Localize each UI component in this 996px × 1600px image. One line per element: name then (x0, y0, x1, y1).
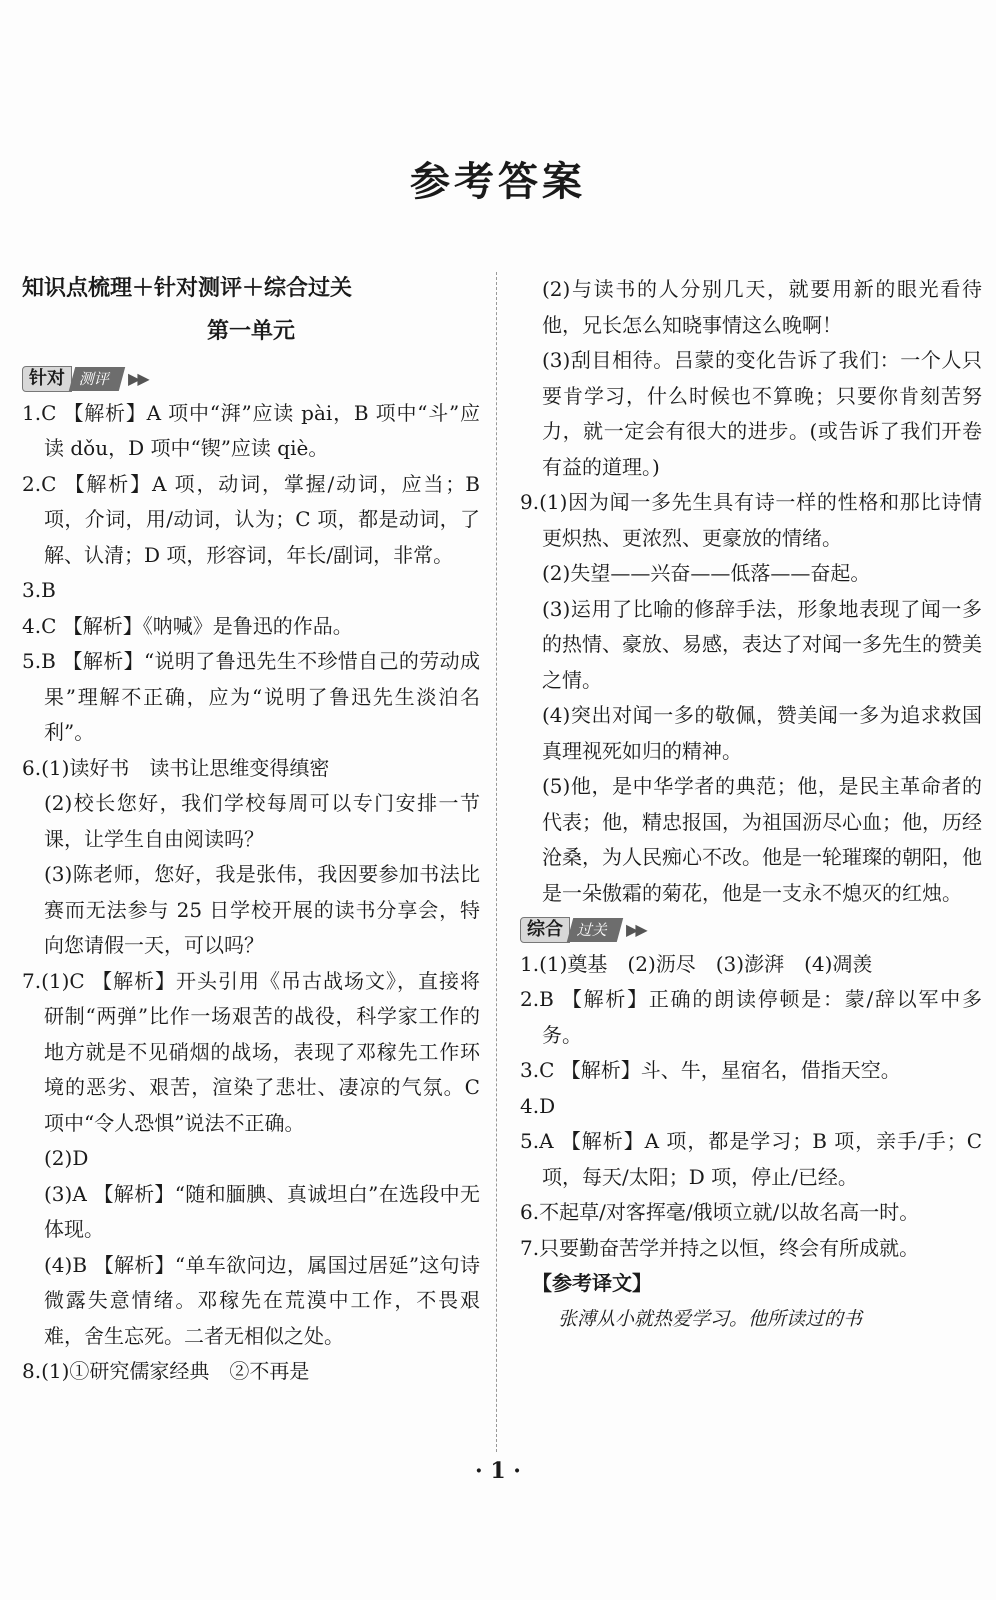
answer-1: 1.C 【解析】A 项中“湃”应读 pài，B 项中“斗”应读 dǒu，D 项中“锲”应读 qiè。 (22, 400, 480, 460)
arrow-icon: ▶▶ (128, 369, 147, 389)
answer-4: 4.C 【解析】《呐喊》是鲁迅的作品。 (22, 613, 353, 638)
section-heading: 知识点梳理＋针对测评＋综合过关 (22, 276, 353, 301)
answer-7-2: (2)D (44, 1146, 89, 1170)
answer-6-3: (3)陈老师，您好，我是张伟，我因要参加书法比赛而无法参与 25 日学校开展的读书分享会，特向您请假一天，可以吗？ (44, 862, 480, 957)
reference-translation-text: 张溥从小就热爱学习。他所读过的书 (558, 1307, 863, 1330)
review-answer-3: 3.C 【解析】斗、牛，星宿名，借指天空。 (520, 1058, 901, 1082)
answer-9-5: (5)他，是中华学者的典范；他，是民主革命者的代表；他，精忠报国，为祖国沥尽心血；他，历经沧桑，为人民痴心不改。他是一轮璀璨的朝阳，他是一朵傲霜的菊花，他是一支永不熄灭的红烛。 (542, 774, 982, 905)
answer-9-3: (3)运用了比喻的修辞手法，形象地表现了闻一多的热情、豪放、易感，表达了对闻一多先生的赞美之情。 (542, 596, 982, 692)
column-divider (496, 272, 497, 1452)
answer-6-2: (2)校长您好，我们学校每周可以专门安排一节课，让学生自由阅读吗？ (44, 791, 480, 851)
answer-7-1: 7.(1)C 【解析】开头引用《吊古战场文》，直接将研制“两弹”比作一场艰苦的战役，科学家工作的地方就是不见硝烟的战场，表现了邓稼先工作环境的恶劣、艰苦，渲染了悲壮、凄凉的气氛。C 项中“令人恐惧”说法不正确。 (22, 968, 480, 1135)
answer-3: 3.B (22, 578, 56, 602)
answer-7-4: (4)B 【解析】“单车欲问边，属国过居延”这句诗微露失意情绪。邓稼先在荒漠中工作，不畏艰难，舍生忘死。二者无相似之处。 (44, 1252, 480, 1348)
left-column (22, 272, 480, 1390)
badge-main: 综合 (520, 917, 570, 943)
badge-sub: 过关 (567, 918, 623, 942)
review-answer-7: 7.只要勤奋苦学并持之以恒，终会有所成就。 (520, 1235, 920, 1260)
unit-title: 第一单元 (206, 318, 295, 344)
targeted-assessment-badge (22, 366, 147, 392)
answer-9-4: (4)突出对闻一多的敬佩，赞美闻一多为追求救国真理视死如归的精神。 (542, 703, 982, 763)
comprehensive-review-badge (520, 917, 645, 943)
answer-9-2: (2)失望——兴奋——低落——奋起。 (542, 561, 871, 585)
answer-2: 2.C 【解析】A 项，动词，掌握/动词，应当；B 项，介词，用/动词，认为；C 项，都是动词，了解、认清；D 项，形容词，年长/副词，非常。 (22, 471, 480, 567)
answer-7-3: (3)A 【解析】“随和腼腆、真诚坦白”在选段中无体现。 (44, 1181, 480, 1241)
answer-8-1: 8.(1)①研究儒家经典 ②不再是 (22, 1359, 310, 1383)
answer-8-2: (2)与读书的人分别几天，就要用新的眼光看待他，兄长怎么知晓事情这么晚啊！ (542, 277, 982, 337)
answer-6-1: 6.(1)读好书 读书让思维变得缜密 (22, 755, 330, 780)
page-title: 参考答案 (410, 159, 586, 205)
review-answer-2: 2.B 【解析】正确的朗读停顿是：蒙/辞以军中多务。 (520, 987, 982, 1047)
arrow-icon: ▶▶ (626, 920, 645, 940)
answer-9-1: 9.(1)因为闻一多先生具有诗一样的性格和那比诗情更炽热、更浓烈、更豪放的情绪。 (520, 490, 982, 550)
answer-5: 5.B 【解析】“说明了鲁迅先生不珍惜自己的劳动成果”理解不正确，应为“说明了鲁迅先生淡泊名利”。 (22, 649, 480, 744)
review-answer-6: 6.不起草/对客挥毫/俄顷立就/以故名高一时。 (520, 1200, 920, 1224)
badge-main: 针对 (22, 366, 72, 392)
reference-translation-heading: 【参考译文】 (532, 1271, 652, 1295)
review-answer-1: 1.(1)奠基 (2)沥尽 (3)澎湃 (4)凋羡 (520, 951, 873, 976)
answer-8-3: (3)刮目相待。吕蒙的变化告诉了我们：一个人只要肯学习，什么时候也不算晚；只要你肯刻苦努力，就一定会有很大的进步。(或告诉了我们开卷有益的道理。) (542, 348, 982, 479)
page-number: · 1 · (475, 1458, 521, 1484)
right-column (520, 272, 982, 1337)
review-answer-5: 5.A 【解析】A 项，都是学习；B 项，亲手/手；C 项，每天/太阳；D 项，停止/已经。 (520, 1129, 982, 1189)
review-answer-4: 4.D (520, 1093, 556, 1118)
badge-sub: 测评 (69, 367, 125, 391)
